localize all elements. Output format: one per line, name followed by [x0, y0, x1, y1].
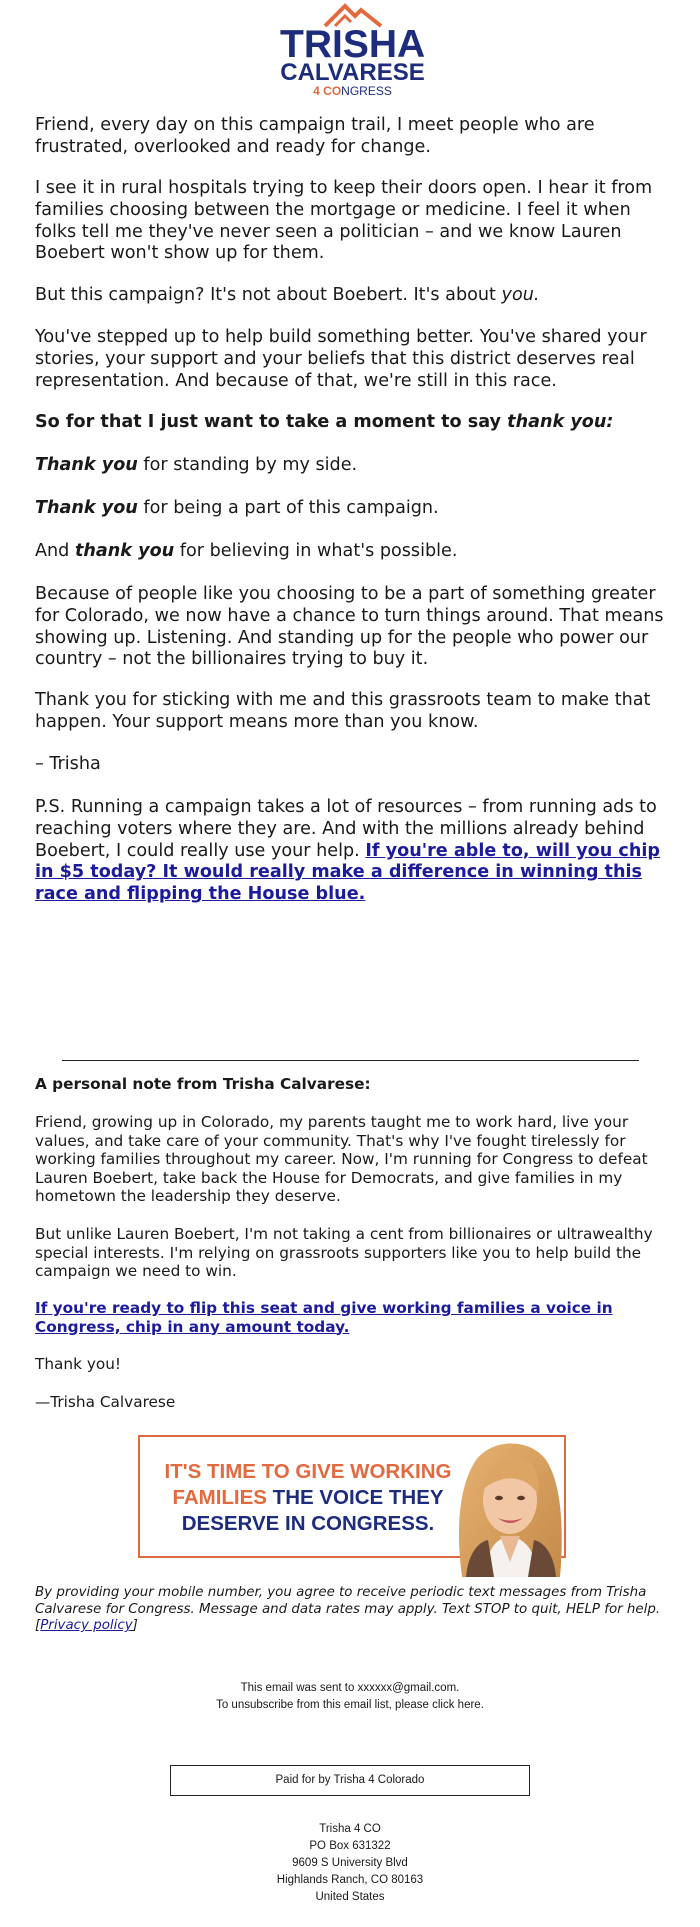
note-thanks: Thank you! [35, 1355, 122, 1373]
banner-line-2-navy: THE VOICE THEY [266, 1486, 444, 1509]
banner-headline [148, 1459, 468, 1537]
p5-emphasis: thank you: [507, 412, 614, 432]
letter-paragraph-1: Friend, every day on this campaign trail, I meet people who are frustrated, overlooked and ready for change. [35, 115, 595, 157]
p3-text: But this campaign? It's not about Boebert. It's about [35, 285, 502, 305]
campaign-logo [280, 0, 425, 104]
letter-ps [35, 797, 675, 906]
p8-text-b: for believing in what's possible. [174, 541, 458, 561]
note-paragraph-2: But unlike Lauren Boebert, I'm not taking a cent from billionaires or ultrawealthy special interests. I'm relying on grassroots supporters like you to help build the campaign we need to win. [35, 1225, 653, 1280]
address-line-5: United States [315, 1891, 385, 1903]
footer-unsubscribe[interactable]: To unsubscribe from this email list, please click here. [216, 1699, 484, 1711]
p8-emphasis: thank you [74, 541, 175, 561]
section-divider [62, 1060, 639, 1061]
donate-any-amount-link[interactable]: If you're ready to flip this seat and give working families a voice in Congress, chip in any amount today. [35, 1299, 613, 1336]
banner-line-2 [148, 1485, 468, 1511]
disclaimer-close: ] [132, 1618, 138, 1634]
logo-tagline [280, 84, 425, 98]
letter-paragraph-3 [35, 285, 675, 307]
p3-emphasis: you. [501, 285, 540, 305]
donate-5-link[interactable]: If you're able to, will you chip in $5 today? It would really make a difference in winning this race and flipping the House blue. [35, 840, 660, 905]
letter-paragraph-5 [35, 412, 675, 434]
banner-line-1: IT'S TIME TO GIVE WORKING [164, 1460, 452, 1483]
letter-paragraph-6 [35, 455, 675, 477]
p6-text: for standing by my side. [137, 455, 358, 475]
address-line-3: 9609 S University Blvd [292, 1857, 408, 1869]
letter-paragraph-9: Because of people like you choosing to be a part of something greater for Colorado, we now have a chance to turn things around. That means showing up. Listening. And standing up for the people who power our country – not the billionaires trying to buy it. [35, 584, 664, 670]
p7-emphasis: Thank you [35, 498, 138, 518]
address-line-2: PO Box 631322 [309, 1840, 391, 1852]
privacy-policy-link[interactable]: Privacy policy [40, 1618, 133, 1634]
sms-disclaimer [35, 1585, 675, 1635]
letter-paragraph-10: Thank you for sticking with me and this grassroots team to make that happen. Your support means more than you know. [35, 690, 651, 732]
logo-tagline-rest: NGRESS [341, 84, 392, 98]
letter-paragraph-8 [35, 541, 675, 563]
letter-paragraph-2: I see it in rural hospitals trying to keep their doors open. I hear it from families choosing between the mortgage or medicine. I feel it when folks tell me they've never seen a politician – and we know Lauren Boebert won't show up for them. [35, 178, 653, 264]
letter-paragraph-4: You've stepped up to help build something better. You've shared your stories, your support and your beliefs that this district deserves real representation. And because of that, we're still in this race. [35, 327, 647, 391]
note-paragraph-3 [35, 1299, 675, 1336]
note-heading: A personal note from Trisha Calvarese: [35, 1075, 371, 1093]
address-line-1: Trisha 4 CO [319, 1823, 381, 1835]
letter-paragraph-7 [35, 498, 675, 520]
logo-tagline-accent: 4 CO [313, 84, 342, 98]
candidate-portrait [438, 1432, 578, 1577]
address-line-4: Highlands Ranch, CO 80163 [276, 1874, 424, 1886]
p5-text: So for that I just want to take a moment to say [35, 412, 508, 432]
ps-text: P.S. Running a campaign takes a lot of resources – from running ads to reaching voters where they are. And with the millions already behind Boebert, I could really use your help. [35, 797, 657, 861]
p8-text-a: And [35, 541, 75, 561]
p7-text: for being a part of this campaign. [137, 498, 439, 518]
p6-emphasis: Thank you [35, 455, 138, 475]
disclaimer-text: By providing your mobile number, you agree to receive periodic text messages from Trisha Calvarese for Congress. Message and data rates may apply. Text STOP to quit, HELP for help. [ [35, 1585, 661, 1634]
banner-line-2-orange: FAMILIES [172, 1486, 267, 1509]
note-paragraph-1: Friend, growing up in Colorado, my parents taught me to work hard, live your values, and take care of your community. That's why I've fought tirelessly for working families throughout my career. Now, I'm running for Congress to defeat Lauren Boebert, take back the House for Democrats, and give families in my hometown the leadership they deserve. [35, 1113, 648, 1205]
logo-first-name: TRISHA [280, 23, 426, 66]
note-signature: —Trisha Calvarese [35, 1393, 176, 1411]
logo-last-name: CALVARESE [280, 59, 425, 86]
footer-sent-to: This email was sent to xxxxxx@gmail.com. [240, 1682, 460, 1694]
letter-signoff: – Trisha [35, 754, 101, 774]
banner-line-3: DESERVE IN CONGRESS. [181, 1512, 435, 1535]
paid-for-box: Paid for by Trisha 4 Colorado [170, 1765, 530, 1796]
